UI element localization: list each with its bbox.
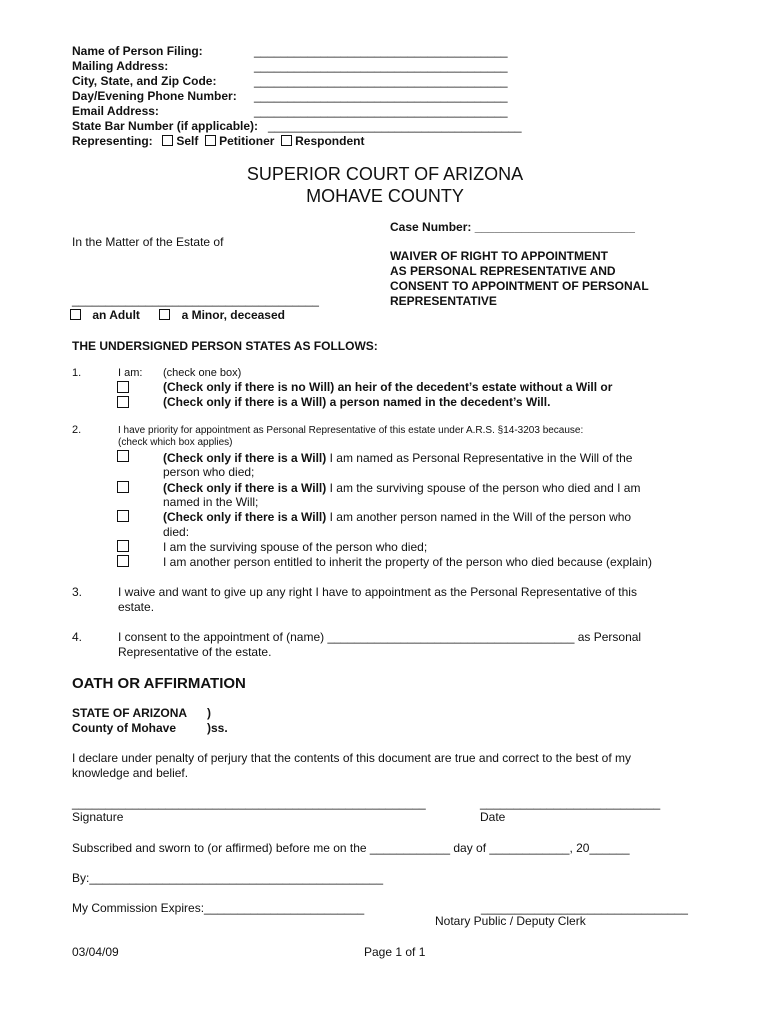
item-2-lead: I have priority for appointment as Personal Representative of this estate under A.R.S. §14-3203 because: xyxy=(118,425,584,436)
respondent-checkbox[interactable] xyxy=(281,135,292,146)
document-title-line-3: CONSENT TO APPOINTMENT OF PERSONAL xyxy=(390,279,649,293)
adult-checkbox[interactable] xyxy=(70,309,81,320)
item-2-inherit-checkbox[interactable] xyxy=(117,555,129,567)
city-state-zip-label: City, State, and Zip Code: xyxy=(72,74,217,88)
state-bar-label: State Bar Number (if applicable): xyxy=(72,119,259,133)
declaration-line-2: knowledge and belief. xyxy=(72,766,189,780)
item-3-line-2: estate. xyxy=(118,600,155,614)
item-3-number: 3. xyxy=(72,585,83,599)
item-2-named-pr-cont: person who died; xyxy=(163,465,255,479)
phone-field[interactable]: ______________________________________ xyxy=(254,89,508,103)
item-2-other-named-text: (Check only if there is a Will) I am another person named in the Will of the person who xyxy=(163,510,632,524)
self-checkbox[interactable] xyxy=(162,135,173,146)
mailing-address-label: Mailing Address: xyxy=(72,59,169,73)
item-2-named-pr-checkbox[interactable] xyxy=(117,450,129,462)
minor-checkbox[interactable] xyxy=(159,309,170,320)
document-title-line-2: AS PERSONAL REPRESENTATIVE AND xyxy=(390,264,616,278)
signature-label: Signature xyxy=(72,810,124,824)
item-2-other-named-cont: died: xyxy=(163,525,190,539)
declaration-line-1: I declare under penalty of perjury that the contents of this document are true and correct to the best of my xyxy=(72,751,631,765)
item-2-other-named-checkbox[interactable] xyxy=(117,510,129,522)
item-1-no-will-checkbox[interactable] xyxy=(117,381,129,393)
item-1-number: 1. xyxy=(72,367,82,379)
representing-label: Representing: xyxy=(72,134,153,148)
item-1-will-text: (Check only if there is a Will) a person named in the decedent’s Will. xyxy=(163,395,551,409)
item-2-spouse-text: I am the surviving spouse of the person who died; xyxy=(163,540,428,554)
state-bar-field[interactable]: ______________________________________ xyxy=(268,119,522,133)
decedent-name-field[interactable]: _____________________________________ xyxy=(72,293,319,307)
item-2-number: 2. xyxy=(72,424,82,436)
email-field[interactable]: ______________________________________ xyxy=(254,104,508,118)
county-of-mohave: County of Mohave xyxy=(72,721,176,735)
item-4-line-1[interactable]: I consent to the appointment of (name) _____________________________________ as Personal xyxy=(118,630,642,644)
item-2-spouse-checkbox[interactable] xyxy=(117,540,129,552)
item-1-will-checkbox[interactable] xyxy=(117,396,129,408)
adult-label: an Adult xyxy=(92,308,140,322)
notary-signature-field[interactable]: _______________________________ xyxy=(481,901,688,915)
commission-expires-field[interactable]: My Commission Expires:________________________ xyxy=(72,901,365,915)
name-label: Name of Person Filing: xyxy=(72,44,203,58)
item-3-line-1: I waive and want to give up any right I have to appointment as the Personal Representative of this xyxy=(118,585,637,599)
date-label: Date xyxy=(480,810,506,824)
subscribed-sworn-line[interactable]: Subscribed and sworn to (or affirmed) before me on the ____________ day of ____________, 20______ xyxy=(72,841,630,855)
oath-heading: OATH OR AFFIRMATION xyxy=(72,675,246,692)
mailing-address-field[interactable]: ______________________________________ xyxy=(254,59,508,73)
states-as-follows-heading: THE UNDERSIGNED PERSON STATES AS FOLLOWS: xyxy=(72,339,378,353)
notary-label: Notary Public / Deputy Clerk xyxy=(435,914,586,928)
item-1-no-will-text: (Check only if there is no Will) an heir of the decedent’s estate without a Will or xyxy=(163,380,613,394)
page-number: Page 1 of 1 xyxy=(364,945,426,959)
name-field[interactable]: ______________________________________ xyxy=(254,44,508,58)
item-2-hint: (check which box applies) xyxy=(118,437,233,448)
minor-label: a Minor, deceased xyxy=(181,308,285,322)
county-name: MOHAVE COUNTY xyxy=(306,186,464,206)
document-title-line-1: WAIVER OF RIGHT TO APPOINTMENT xyxy=(390,249,609,263)
signature-field[interactable]: _____________________________________________________ xyxy=(72,796,426,810)
estate-of-label: In the Matter of the Estate of xyxy=(72,235,224,249)
item-1-hint: (check one box) xyxy=(163,367,242,379)
venue-paren: ) xyxy=(207,706,211,720)
adult-minor-row xyxy=(70,308,285,322)
item-4-line-2: Representative of the estate. xyxy=(118,645,272,659)
item-2-inherit-text: I am another person entitled to inherit the property of the person who died because (explain) xyxy=(163,555,652,569)
representing-row xyxy=(72,134,364,148)
item-4-number: 4. xyxy=(72,630,83,644)
item-2-spouse-named-checkbox[interactable] xyxy=(117,481,129,493)
item-1-lead: I am: xyxy=(118,367,143,379)
item-2-named-pr-text: (Check only if there is a Will) I am named as Personal Representative in the Will of the xyxy=(163,451,633,465)
respondent-label: Respondent xyxy=(295,134,365,148)
document-title-line-4: REPRESENTATIVE xyxy=(390,294,497,308)
venue-ss: )ss. xyxy=(207,721,228,735)
by-field[interactable]: By:____________________________________________ xyxy=(72,871,383,885)
phone-label: Day/Evening Phone Number: xyxy=(72,89,237,103)
item-2-spouse-named-cont: named in the Will; xyxy=(163,495,259,509)
court-name: SUPERIOR COURT OF ARIZONA xyxy=(246,164,524,184)
case-number[interactable]: Case Number: ________________________ xyxy=(390,220,635,234)
petitioner-checkbox[interactable] xyxy=(205,135,216,146)
state-of-arizona: STATE OF ARIZONA xyxy=(72,706,188,720)
self-label: Self xyxy=(176,134,199,148)
date-field[interactable]: ___________________________ xyxy=(480,796,661,810)
form-revision-date: 03/04/09 xyxy=(72,945,119,959)
city-state-zip-field[interactable]: ______________________________________ xyxy=(254,74,508,88)
item-2-spouse-named-text: (Check only if there is a Will) I am the surviving spouse of the person who died and I am xyxy=(163,481,641,495)
email-label: Email Address: xyxy=(72,104,159,118)
petitioner-label: Petitioner xyxy=(219,134,275,148)
